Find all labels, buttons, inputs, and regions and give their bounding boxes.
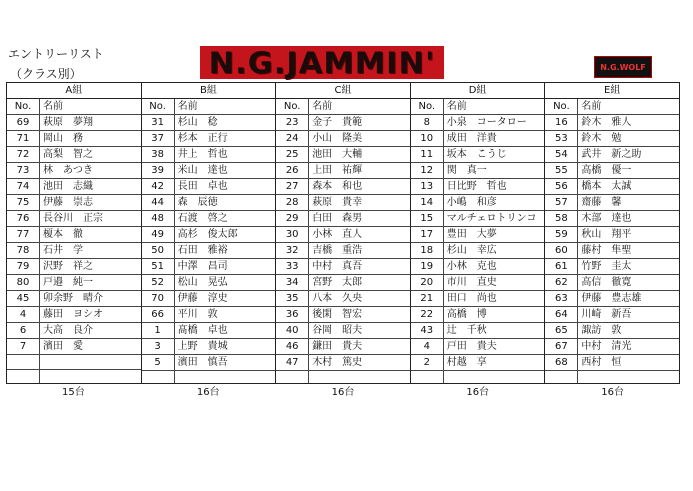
group-column	[141, 83, 276, 383]
entry-name: 石渡 啓之	[177, 213, 228, 224]
table-row	[142, 227, 276, 243]
col-name-header: 名前	[177, 101, 198, 112]
entry-name: 小山 隆美	[312, 133, 363, 144]
entry-name: 高杉 俊太郎	[177, 229, 238, 240]
group-column	[544, 83, 679, 383]
entry-name: 米山 達也	[177, 165, 228, 176]
entry-name: 豊田 大夢	[446, 229, 497, 240]
entry-number: 59	[545, 227, 578, 242]
entry-number: 49	[142, 227, 175, 242]
table-row	[142, 243, 276, 259]
table-row	[411, 131, 545, 147]
entry-name: 市川 直史	[446, 277, 497, 288]
entry-name: 吉橋 重浩	[312, 245, 363, 256]
table-row	[545, 339, 679, 355]
entry-name: 森 辰徳	[177, 197, 218, 208]
group-counts	[6, 383, 680, 398]
entry-number: 51	[142, 259, 175, 274]
entry-number: 2	[411, 355, 444, 370]
table-row	[276, 275, 410, 291]
entry-name: 齋藤 馨	[581, 197, 622, 208]
entry-number: 22	[411, 307, 444, 322]
entry-name: 松山 晃弘	[177, 277, 228, 288]
ng-jammin-logo	[200, 46, 444, 79]
entry-name: 沢野 祥之	[43, 261, 93, 272]
entry-name	[175, 371, 276, 383]
entry-number: 20	[411, 275, 444, 290]
column-header-row	[545, 99, 679, 115]
entry-number: 21	[411, 291, 444, 306]
entry-number: 72	[7, 147, 40, 162]
entry-name: 長谷川 正宗	[43, 213, 103, 224]
table-row	[7, 163, 141, 179]
entry-name	[309, 371, 410, 383]
entry-number	[142, 371, 175, 383]
entry-name: 白田 森男	[312, 213, 363, 224]
column-header-row	[411, 99, 545, 115]
table-row	[7, 131, 141, 147]
entry-number: 39	[142, 163, 175, 178]
entry-number: 35	[276, 291, 309, 306]
table-row	[276, 307, 410, 323]
entry-name: 成田 洋貴	[446, 133, 497, 144]
entry-name: 小林 直人	[312, 229, 363, 240]
table-row	[276, 355, 410, 371]
table-row	[7, 339, 141, 355]
entry-name	[444, 371, 545, 383]
entry-name: 橋本 太誠	[581, 181, 632, 192]
table-row	[545, 179, 679, 195]
col-no-header: No.	[411, 99, 444, 114]
table-row	[545, 211, 679, 227]
entry-name: 小泉 コータロー	[446, 117, 527, 128]
entry-name: 高信 徹寛	[581, 277, 632, 288]
entry-number: 8	[411, 115, 444, 130]
entry-number: 71	[7, 131, 40, 146]
list-subtitle: （クラス別）	[10, 67, 82, 81]
entry-number: 24	[276, 131, 309, 146]
entry-name: 森本 和也	[312, 181, 363, 192]
table-row	[7, 307, 141, 323]
entry-name: 鈴木 勉	[581, 133, 622, 144]
entry-number: 44	[142, 195, 175, 210]
table-row	[276, 243, 410, 259]
entry-number: 3	[142, 339, 175, 354]
entry-number: 30	[276, 227, 309, 242]
table-row	[7, 259, 141, 275]
entry-number: 54	[545, 147, 578, 162]
table-row	[276, 131, 410, 147]
entry-number: 23	[276, 115, 309, 130]
entry-number: 70	[142, 291, 175, 306]
col-name-header: 名前	[446, 101, 467, 112]
column-header-row	[7, 99, 141, 115]
table-row	[142, 307, 276, 323]
table-row	[411, 211, 545, 227]
entry-number: 56	[545, 179, 578, 194]
entry-name: 萩原 夢翔	[43, 117, 93, 128]
entry-name: 長田 卓也	[177, 181, 228, 192]
entry-name: 村越 享	[446, 357, 487, 368]
entry-name: 金子 貴範	[312, 117, 363, 128]
column-header-row	[142, 99, 276, 115]
table-row	[276, 339, 410, 355]
entry-number: 45	[7, 291, 40, 306]
entry-number: 68	[545, 355, 578, 370]
entry-number: 36	[276, 307, 309, 322]
table-row	[545, 307, 679, 323]
entry-number: 4	[7, 307, 40, 322]
entry-number: 53	[545, 131, 578, 146]
table-row	[411, 275, 545, 291]
table-row	[276, 227, 410, 243]
table-row	[276, 323, 410, 339]
entry-number: 46	[276, 339, 309, 354]
table-row	[142, 275, 276, 291]
entry-name: 関 真一	[446, 165, 487, 176]
table-row	[276, 211, 410, 227]
entry-name: 石田 雅裕	[177, 245, 228, 256]
entry-number: 66	[142, 307, 175, 322]
entry-name: 伊藤 崇志	[43, 197, 93, 208]
table-row	[411, 307, 545, 323]
entry-name: 戸田 貴夫	[446, 341, 497, 352]
col-name-header: 名前	[312, 101, 333, 112]
col-name-header: 名前	[43, 101, 63, 112]
entry-number: 11	[411, 147, 444, 162]
table-row	[545, 131, 679, 147]
table-row	[7, 211, 141, 227]
table-row	[276, 179, 410, 195]
table-row	[276, 147, 410, 163]
table-row	[545, 355, 679, 371]
entry-number	[7, 370, 40, 384]
table-row	[276, 259, 410, 275]
entry-number: 33	[276, 259, 309, 274]
entry-number: 4	[411, 339, 444, 354]
entry-name: 小嶋 和彦	[446, 197, 497, 208]
group-column	[7, 83, 141, 383]
entry-number: 78	[7, 243, 40, 258]
entry-name: 秋山 翔平	[581, 229, 632, 240]
entry-name: 宮野 太郎	[312, 277, 363, 288]
entry-number: 65	[545, 323, 578, 338]
entry-number: 5	[142, 355, 175, 370]
group-column	[410, 83, 545, 383]
entry-number: 25	[276, 147, 309, 162]
col-no-header: No.	[545, 99, 578, 114]
entry-number: 52	[142, 275, 175, 290]
entry-name: 中村 清光	[581, 341, 632, 352]
entry-number: 48	[142, 211, 175, 226]
entry-name: 鈴木 雅人	[581, 117, 632, 128]
table-row	[545, 323, 679, 339]
table-row	[142, 179, 276, 195]
entry-number: 77	[7, 227, 40, 242]
table-row	[411, 227, 545, 243]
table-row	[7, 370, 141, 384]
entry-name: 伊藤 豊志雄	[581, 293, 642, 304]
table-row	[545, 147, 679, 163]
col-name-header: 名前	[581, 101, 602, 112]
group-header: C組	[276, 83, 410, 99]
table-row	[142, 259, 276, 275]
entry-number: 76	[7, 211, 40, 226]
table-row	[545, 115, 679, 131]
table-row	[7, 355, 141, 370]
entry-name: 武井 新之助	[581, 149, 642, 160]
entry-number: 28	[276, 195, 309, 210]
entry-name: 木村 篤史	[312, 357, 363, 368]
table-row	[7, 195, 141, 211]
entry-name: 榎本 徹	[43, 229, 83, 240]
table-row	[411, 243, 545, 259]
logo-text: N.G.JAMMIN'	[208, 45, 436, 80]
entry-name: 谷岡 昭夫	[312, 325, 363, 336]
entry-name: 杉山 幸広	[446, 245, 497, 256]
table-row	[545, 163, 679, 179]
group-count: 16台	[196, 387, 220, 398]
entry-name: 池田 志織	[43, 181, 93, 192]
entry-name: 後閑 智宏	[312, 309, 363, 320]
entry-name: 戸邉 純一	[43, 277, 93, 288]
group-header: A組	[7, 83, 141, 99]
entry-number: 75	[7, 195, 40, 210]
entry-number	[7, 355, 40, 369]
entry-name: 萩原 貴幸	[312, 197, 363, 208]
table-row	[7, 115, 141, 131]
entry-name: 卯余野 晴介	[43, 293, 103, 304]
entry-name: 中村 真吾	[312, 261, 363, 272]
table-row	[7, 147, 141, 163]
entry-number	[545, 371, 578, 383]
entry-number: 67	[545, 339, 578, 354]
table-row	[411, 195, 545, 211]
entry-name: 池田 大輔	[312, 149, 363, 160]
table-row	[7, 323, 141, 339]
entry-number: 18	[411, 243, 444, 258]
entry-name	[40, 355, 141, 369]
group-count: 15台	[62, 387, 85, 398]
entry-number: 57	[545, 195, 578, 210]
table-row	[276, 371, 410, 383]
entry-name: 藤村 隼聖	[581, 245, 632, 256]
entry-name: 濱田 愛	[43, 341, 83, 352]
entry-number: 42	[142, 179, 175, 194]
entry-name	[40, 370, 141, 384]
table-row	[545, 291, 679, 307]
table-row	[142, 211, 276, 227]
entry-name: 石井 学	[43, 245, 83, 256]
entry-name: 坂本 こうじ	[446, 149, 507, 160]
entry-name: 髙橋 卓也	[177, 325, 228, 336]
group-column	[275, 83, 410, 383]
table-row	[411, 259, 545, 275]
table-row	[411, 371, 545, 383]
table-row	[411, 355, 545, 371]
entry-table	[6, 82, 680, 384]
entry-number: 64	[545, 307, 578, 322]
table-row	[545, 243, 679, 259]
table-row	[276, 195, 410, 211]
table-row	[545, 275, 679, 291]
group-count: 16台	[466, 387, 490, 398]
table-row	[411, 179, 545, 195]
entry-name: 中澤 昌司	[177, 261, 228, 272]
entry-number: 15	[411, 211, 444, 226]
table-row	[545, 227, 679, 243]
table-row	[142, 163, 276, 179]
table-row	[545, 259, 679, 275]
entry-number: 16	[545, 115, 578, 130]
entry-name: 井上 哲也	[177, 149, 228, 160]
entry-name: 田口 尚也	[446, 293, 497, 304]
entry-number: 60	[545, 243, 578, 258]
entry-name: 高橋 博	[446, 309, 487, 320]
table-row	[142, 147, 276, 163]
entry-name: 鎌田 貴夫	[312, 341, 363, 352]
entry-name: 高橋 優一	[581, 165, 632, 176]
entry-name: 藤田 ヨシオ	[43, 309, 103, 320]
entry-number: 40	[276, 323, 309, 338]
group-header: E組	[545, 83, 679, 99]
entry-name: 西村 恒	[581, 357, 622, 368]
entry-number: 27	[276, 179, 309, 194]
entry-number: 29	[276, 211, 309, 226]
table-row	[411, 291, 545, 307]
entry-number: 80	[7, 275, 40, 290]
table-row	[411, 339, 545, 355]
entry-number: 10	[411, 131, 444, 146]
entry-name: 大高 良介	[43, 325, 93, 336]
entry-number: 79	[7, 259, 40, 274]
entry-number: 55	[545, 163, 578, 178]
entry-name: 上田 祐輝	[312, 165, 363, 176]
entry-number	[276, 371, 309, 383]
group-count: 16台	[331, 387, 355, 398]
table-row	[276, 291, 410, 307]
group-count: 16台	[601, 387, 624, 398]
entry-number: 6	[7, 323, 40, 338]
entry-number: 17	[411, 227, 444, 242]
col-no-header: No.	[142, 99, 175, 114]
entry-name: 高梨 智之	[43, 149, 93, 160]
table-row	[142, 371, 276, 383]
entry-number: 50	[142, 243, 175, 258]
entry-number: 73	[7, 163, 40, 178]
table-row	[7, 291, 141, 307]
table-row	[7, 227, 141, 243]
entry-name: 杉山 稔	[177, 117, 218, 128]
entry-number: 43	[411, 323, 444, 338]
table-row	[7, 275, 141, 291]
ng-wolf-badge	[594, 56, 652, 78]
col-no-header: No.	[276, 99, 309, 114]
table-row	[411, 115, 545, 131]
table-row	[276, 115, 410, 131]
badge-text: N.G.WOLF	[600, 62, 646, 72]
col-no-header: No.	[7, 99, 40, 114]
entry-number: 13	[411, 179, 444, 194]
group-header: D組	[411, 83, 545, 99]
table-row	[276, 163, 410, 179]
entry-name: マルチェロトリンコ	[446, 213, 537, 224]
table-row	[411, 323, 545, 339]
table-row	[545, 195, 679, 211]
entry-name: 八本 久央	[312, 293, 363, 304]
entry-name: 木部 達也	[581, 213, 632, 224]
entry-number	[411, 371, 444, 383]
table-row	[7, 243, 141, 259]
entry-number: 34	[276, 275, 309, 290]
entry-number: 1	[142, 323, 175, 338]
table-row	[411, 163, 545, 179]
entry-number: 69	[7, 115, 40, 130]
list-title: エントリーリスト	[8, 47, 104, 61]
table-row	[142, 195, 276, 211]
entry-name: 平川 敦	[177, 309, 218, 320]
table-row	[142, 291, 276, 307]
entry-number: 37	[142, 131, 175, 146]
column-header-row	[276, 99, 410, 115]
entry-name: 濱田 慎吾	[177, 357, 228, 368]
entry-number: 63	[545, 291, 578, 306]
table-row	[142, 131, 276, 147]
entry-name	[578, 371, 679, 383]
table-row	[411, 147, 545, 163]
entry-name: 小林 克也	[446, 261, 497, 272]
entry-name: 杉本 正行	[177, 133, 228, 144]
entry-name: 岡山 務	[43, 133, 83, 144]
entry-number: 26	[276, 163, 309, 178]
group-header: B組	[142, 83, 276, 99]
entry-number: 47	[276, 355, 309, 370]
table-row	[142, 339, 276, 355]
entry-number: 32	[276, 243, 309, 258]
table-row	[142, 323, 276, 339]
table-row	[545, 371, 679, 383]
entry-name: 川崎 新吾	[581, 309, 632, 320]
table-row	[142, 355, 276, 371]
entry-name: 辻 千秋	[446, 325, 487, 336]
table-row	[142, 115, 276, 131]
entry-number: 58	[545, 211, 578, 226]
entry-number: 12	[411, 163, 444, 178]
entry-number: 74	[7, 179, 40, 194]
entry-number: 31	[142, 115, 175, 130]
table-row	[7, 179, 141, 195]
entry-number: 62	[545, 275, 578, 290]
entry-name: 諏訪 敦	[581, 325, 622, 336]
entry-name: 上野 貴城	[177, 341, 228, 352]
entry-name: 日比野 哲也	[446, 181, 507, 192]
entry-number: 38	[142, 147, 175, 162]
entry-name: 林 あつき	[43, 165, 93, 176]
entry-number: 61	[545, 259, 578, 274]
entry-name: 竹野 圭太	[581, 261, 632, 272]
entry-name: 伊藤 淳史	[177, 293, 228, 304]
entry-number: 19	[411, 259, 444, 274]
entry-number: 14	[411, 195, 444, 210]
entry-number: 7	[7, 339, 40, 354]
